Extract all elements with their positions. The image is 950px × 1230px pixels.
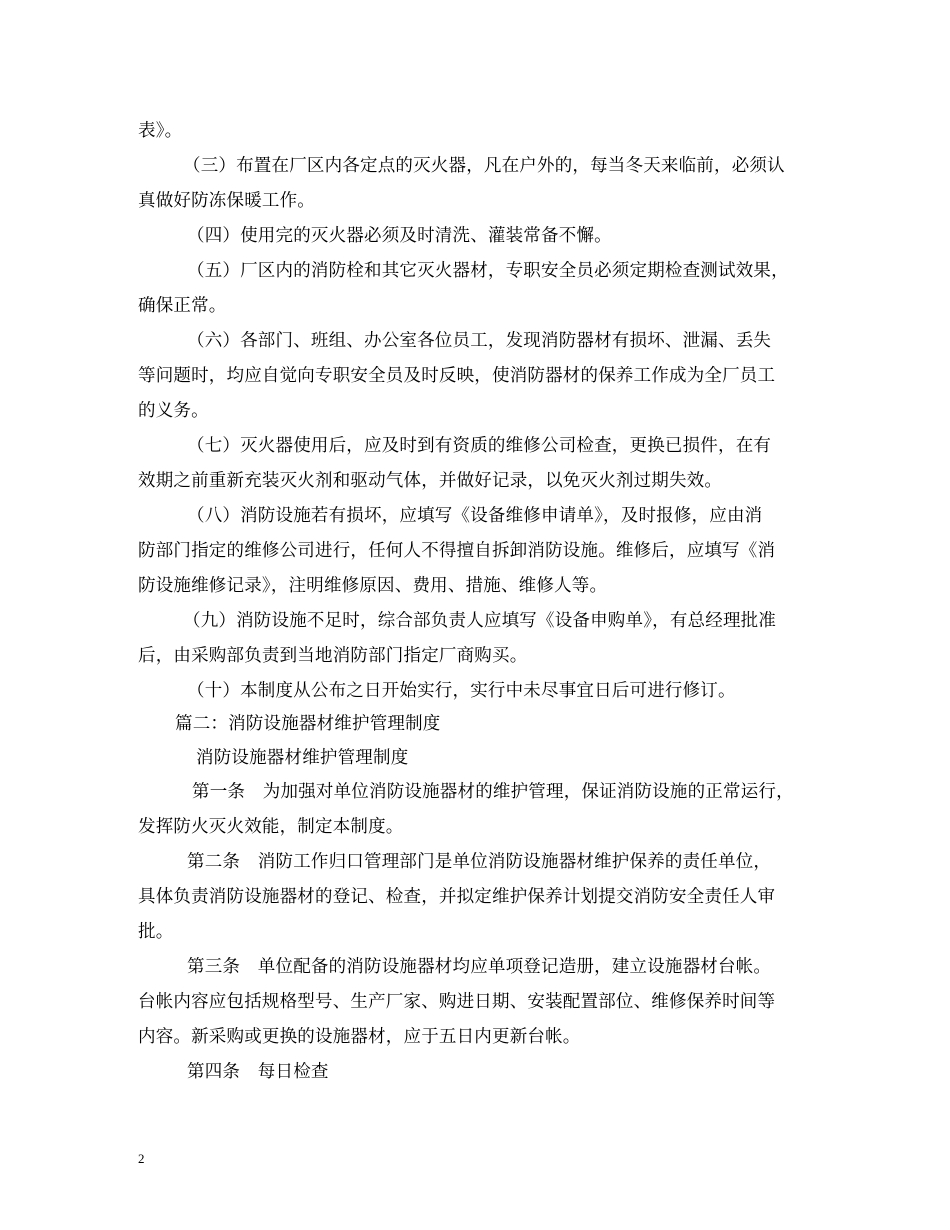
text-line: （十）本制度从公布之日开始实行，实行中未尽事宜日后可进行修订。 <box>187 681 736 701</box>
text-line: （六）各部门、班组、办公室各位员工，发现消防器材有损坏、泄漏、丢失 <box>187 331 772 351</box>
text-line: 后，由采购部负责到当地消防部门指定厂商购买。 <box>138 646 528 666</box>
text-line: 发挥防火灭火效能，制定本制度。 <box>138 817 404 837</box>
text-line: 的义务。 <box>138 401 209 421</box>
text-line: 确保正常。 <box>138 296 227 316</box>
text-line: （四）使用完的灭火器必须及时清洗、灌装常备不懈。 <box>187 226 612 246</box>
text-line: 批。 <box>138 922 174 942</box>
text-line: 等问题时，均应自觉向专职安全员及时反映，使消防器材的保养工作成为全厂员工 <box>138 366 776 386</box>
page-number: 2 <box>138 1151 145 1166</box>
text-line: （九）消防设施不足时，综合部负责人应填写《设备申购单》，有总经理批准 <box>183 611 777 631</box>
text-line: 第四条 每日检查 <box>187 1062 329 1082</box>
text-line: 表》。 <box>138 121 183 141</box>
text-line: （五）厂区内的消防栓和其它灭火器材，专职安全员必须定期检查测试效果， <box>187 261 789 281</box>
text-line: 防部门指定的维修公司进行，任何人不得擅自拆卸消防设施。维修后，应填写《消 <box>138 541 776 561</box>
text-line: （三）布置在厂区内各定点的灭火器，凡在户外的，每当冬天来临前，必须认 <box>183 156 785 176</box>
text-line: 第三条 单位配备的消防设施器材均应单项登记造册，建立设施器材台帐。 <box>187 957 772 977</box>
text-line: 第二条 消防工作归口管理部门是单位消防设施器材维护保养的责任单位， <box>187 852 772 872</box>
text-line: （七）灭火器使用后，应及时到有资质的维修公司检查，更换已损件，在有 <box>187 436 772 456</box>
text-line: 具体负责消防设施器材的登记、检查，并拟定维护保养计划提交消防安全责任人审 <box>138 887 776 907</box>
section-heading: 篇二：消防设施器材维护管理制度 <box>175 714 441 734</box>
text-line: 真做好防冻保暖工作。 <box>138 191 315 211</box>
document-title: 消防设施器材维护管理制度 <box>196 748 409 768</box>
text-line: 防设施维修记录》，注明维修原因、费用、措施、维修人等。 <box>138 576 608 596</box>
text-line: 第一条 为加强对单位消防设施器材的维护管理，保证消防设施的正常运行， <box>192 782 794 802</box>
text-line: 效期之前重新充装灭火剂和驱动气体，并做好记录，以免灭火剂过期失效。 <box>138 471 723 491</box>
text-line: 台帐内容应包括规格型号、生产厂家、购进日期、安装配置部位、维修保养时间等 <box>138 992 776 1012</box>
text-line: 内容。新采购或更换的设施器材，应于五日内更新台帐。 <box>138 1027 581 1047</box>
text-line: （八）消防设施若有损坏，应填写《设备维修申请单》，及时报修，应由消 <box>187 506 763 526</box>
